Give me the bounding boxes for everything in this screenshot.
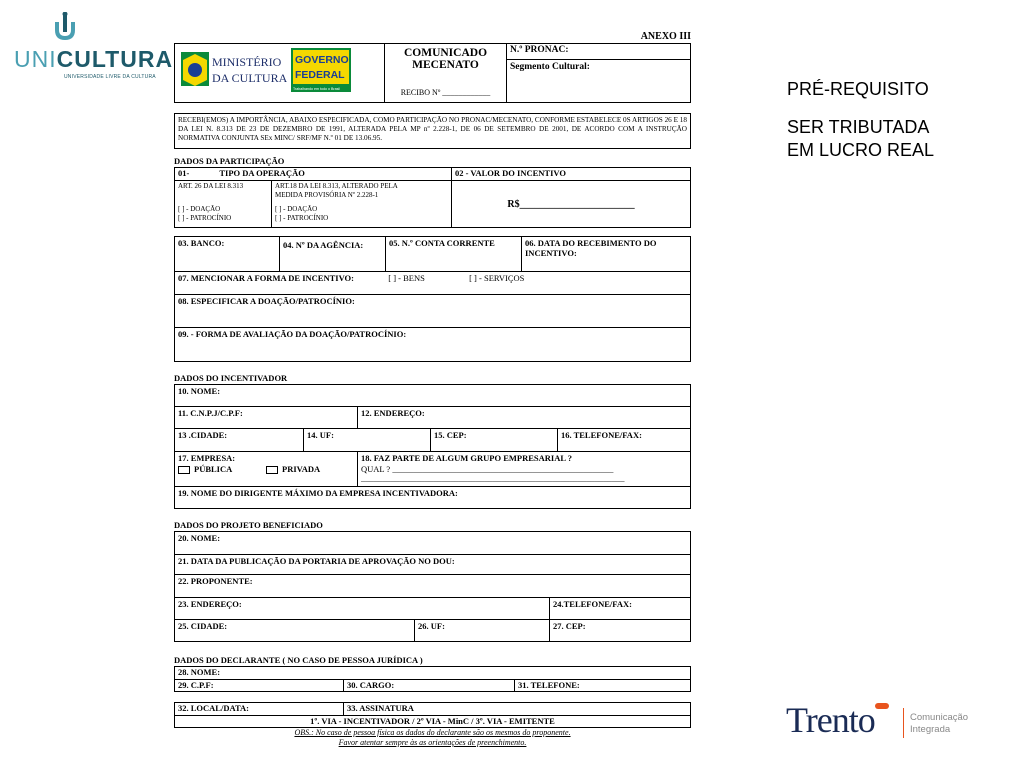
art18-label-2: MEDIDA PROVISÓRIA Nº 2.228-1 — [275, 191, 379, 199]
projeto-uf-field[interactable]: 26. UF: — [414, 620, 549, 641]
trento-sub-1: Comunicação — [910, 712, 969, 723]
unicultura-name-b: CULTURA — [56, 46, 174, 72]
incentivador-endereco-field[interactable]: 12. ENDEREÇO: — [357, 407, 690, 428]
declarante-telefone-field[interactable]: 31. TELEFONE: — [514, 680, 690, 691]
assinatura-table — [174, 702, 691, 728]
mecenato-form — [174, 30, 691, 748]
title-line-2: MECENATO — [412, 59, 479, 71]
participacao-title: DADOS DA PARTICIPAÇÃO — [174, 156, 285, 166]
recibo-field[interactable]: RECIBO Nº ____________ — [400, 88, 491, 97]
anexo-label: ANEXO III — [640, 31, 691, 42]
ministerio-text-1: MINISTÉRIO — [212, 55, 282, 69]
incentivador-uf-field[interactable]: 14. UF: — [303, 429, 430, 451]
unicultura-name-a: UNI — [14, 46, 57, 72]
art18-doacao-checkbox[interactable]: [ ] - DOAÇÃO — [275, 205, 318, 213]
trento-sub-2: Integrada — [910, 724, 951, 735]
declarante-nome-field[interactable]: 28. NOME: — [178, 667, 221, 677]
projeto-nome-field[interactable]: 20. NOME: — [178, 533, 221, 543]
side-line-1: PRÉ-REQUISITO — [787, 79, 929, 99]
declarante-cargo-field[interactable]: 30. CARGO: — [343, 680, 514, 691]
field-01-num: 01- — [178, 168, 190, 178]
form-header — [174, 43, 691, 103]
title-line-1: COMUNICADO — [403, 47, 488, 59]
privada-checkbox[interactable] — [266, 466, 278, 474]
conta-corrente-field[interactable]: 05. N.º CONTA CORRENTE — [385, 237, 521, 271]
empresa-label: 17. EMPRESA: — [178, 453, 236, 463]
art18-patrocinio-checkbox[interactable]: [ ] - PATROCÍNIO — [275, 214, 329, 222]
obs-note-1: OBS.: No caso de pessoa física os dados do declarante são os mesmos do proponente. — [294, 728, 571, 737]
incentivador-nome-field[interactable]: 10. NOME: — [178, 386, 221, 396]
pronac-field[interactable]: N.º PRONAC: — [507, 44, 690, 60]
declarante-title: DADOS DO DECLARANTE ( NO CASO DE PESSOA JURÍDICA ) — [174, 655, 423, 665]
grupo-empresarial-field — [357, 452, 690, 486]
obs-note-2: Favor atentar sempre às as orientações de preenchimento. — [338, 738, 527, 747]
field-01 — [175, 168, 451, 180]
especificar-doacao-field[interactable]: 08. ESPECIFICAR A DOAÇÃO/PATROCÍNIO: — [178, 296, 355, 306]
incentivador-cep-field[interactable]: 15. CEP: — [430, 429, 557, 451]
art26-doacao-checkbox[interactable]: [ ] - DOAÇÃO — [178, 205, 221, 213]
projeto-table — [174, 531, 691, 642]
art26-patrocinio-checkbox[interactable]: [ ] - PATROCÍNIO — [178, 214, 232, 222]
forma-avaliacao-field[interactable]: 09. - FORMA DE AVALIAÇÃO DA DOAÇÃO/PATROCÍNIO: — [178, 329, 407, 339]
privada-label: PRIVADA — [282, 464, 321, 474]
data-recebimento-field[interactable]: 06. DATA DO RECEBIMENTO DO INCENTIVO: — [521, 237, 690, 271]
projeto-cep-field[interactable]: 27. CEP: — [549, 620, 690, 641]
governo-slogan: Trabalhando em todo o Brasil — [293, 87, 341, 91]
declaration-text: RECEBI(EMOS) A IMPORTÂNCIA, ABAIXO ESPECIFICADA, COMO PARTICIPAÇÃO NO PRONAC/MECENATO, CONFORME ESTABELECE 0S ARTIGOS 26 E 18 DA LEI N. 8.313 DE 23 DE DEZEMBRO DE 1991, ALTERADA PELA MP nº 2.228-1, DE 06 DE SETEMBRO DE 2001, DE ACORDO COM A INSTRUÇÃO NORMATIVA CONJUNTA SEx MINC/ SRF/MF N.º 01 DE 13.06.95. — [174, 113, 691, 149]
empresa-field — [175, 452, 357, 486]
trento-divider — [903, 708, 904, 738]
declarante-table — [174, 666, 691, 692]
unicultura-logo — [12, 12, 174, 80]
projeto-endereco-field[interactable]: 23. ENDEREÇO: — [178, 599, 242, 609]
grupo-qual-line: ______________________________________________________________ — [361, 473, 625, 483]
ministerio-text-2: DA CULTURA — [212, 71, 287, 85]
forma-incentivo-row — [175, 272, 690, 294]
grupo-empresarial-label: 18. FAZ PARTE DE ALGUM GRUPO EMPRESARIAL ? — [361, 453, 572, 463]
unicultura-name — [14, 48, 173, 71]
dirigente-field[interactable]: 19. NOME DO DIRIGENTE MÁXIMO DA EMPRESA INCENTIVADORA: — [178, 488, 458, 498]
projeto-title: DADOS DO PROJETO BENEFICIADO — [174, 520, 323, 530]
prerequisite-note — [787, 78, 934, 162]
art26-label: ART. 26 DA LEI 8.313 — [178, 182, 244, 190]
incentivador-cidade-field[interactable]: 13 .CIDADE: — [178, 430, 228, 440]
trento-subtitle — [910, 712, 968, 736]
banco-field[interactable]: 03. BANCO: — [178, 238, 225, 248]
valor-incentivo-field[interactable]: R$_______________________ — [451, 181, 690, 227]
governo-text-1: GOVERNO — [295, 54, 349, 66]
governo-federal-logo-icon — [291, 48, 351, 92]
incentivador-title: DADOS DO INCENTIVADOR — [174, 373, 288, 383]
participacao-table — [174, 167, 691, 228]
assinatura-field[interactable]: 33. ASSINATURA — [343, 703, 690, 715]
declarante-cpf-field[interactable]: 29. C.P.F: — [178, 680, 214, 690]
segmento-field[interactable]: Segmento Cultural: — [510, 62, 590, 72]
grupo-qual-input[interactable]: QUAL ? ____________________________________________________ — [361, 464, 614, 474]
governo-text-2: FEDERAL — [295, 69, 345, 81]
trento-logo — [786, 700, 986, 744]
local-data-field[interactable]: 32. LOCAL/DATA: — [178, 703, 249, 713]
agencia-field[interactable]: 04. Nº DA AGÊNCIA: — [279, 237, 385, 271]
art26-cell — [175, 181, 271, 227]
incentivador-table — [174, 384, 691, 509]
servicos-checkbox[interactable]: [ ] - SERVIÇOS — [469, 273, 525, 283]
banco-table — [174, 236, 691, 362]
header-logos — [175, 44, 385, 102]
data-publicacao-field[interactable]: 21. DATA DA PUBLICAÇÃO DA PORTARIA DE APROVAÇÃO NO DOU: — [178, 556, 455, 566]
publica-label: PÚBLICA — [194, 464, 232, 474]
publica-checkbox[interactable] — [178, 466, 190, 474]
unicultura-mark-icon — [52, 12, 78, 40]
forma-incentivo-label: 07. MENCIONAR A FORMA DE INCENTIVO: — [178, 273, 354, 283]
field-01-label: TIPO DA OPERAÇÃO — [219, 168, 305, 178]
art18-label-1: ART.18 DA LEI 8.313, ALTERADO PELA — [275, 182, 398, 190]
proponente-field[interactable]: 22. PROPONENTE: — [178, 576, 253, 586]
unicultura-tagline: UNIVERSIDADE LIVRE DA CULTURA — [64, 74, 156, 80]
ministerio-cultura-logo-icon — [181, 50, 287, 88]
trento-name: Trento — [786, 700, 875, 740]
form-title — [385, 44, 507, 102]
cnpj-cpf-field[interactable]: 11. C.N.P.J/C.P.F: — [178, 408, 243, 418]
field-02: 02 - VALOR DO INCENTIVO — [451, 168, 690, 180]
side-line-2: SER TRIBUTADA — [787, 117, 930, 137]
projeto-telefone-field[interactable]: 24.TELEFONE/FAX: — [549, 598, 690, 619]
art18-cell — [271, 181, 451, 227]
vias-label: 1º. VIA - INCENTIVADOR / 2º VIA - MinC / 3º. VIA - EMITENTE — [310, 716, 555, 726]
trento-accent-icon — [875, 703, 889, 709]
side-line-3: EM LUCRO REAL — [787, 140, 935, 160]
bens-checkbox[interactable]: [ ] - BENS — [388, 273, 425, 283]
projeto-cidade-field[interactable]: 25. CIDADE: — [178, 621, 228, 631]
incentivador-telefone-field[interactable]: 16. TELEFONE/FAX: — [557, 429, 690, 451]
